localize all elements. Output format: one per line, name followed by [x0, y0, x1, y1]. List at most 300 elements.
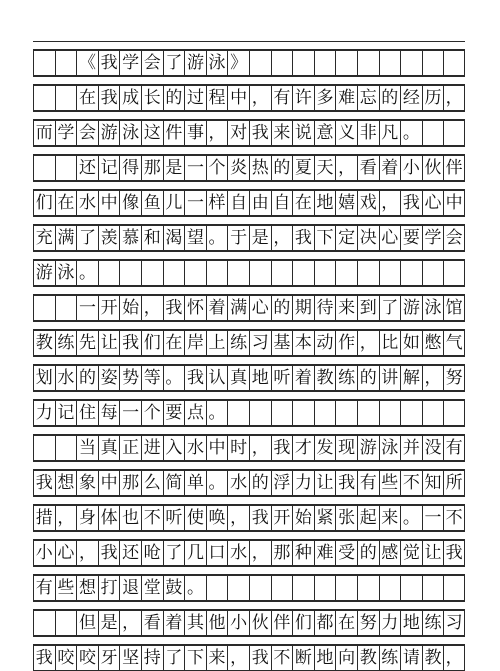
grid-cell: 让 [98, 331, 120, 355]
grid-cell [400, 576, 422, 600]
grid-cell [400, 261, 422, 285]
grid-cell: 想 [76, 576, 98, 600]
grid-cell: 们 [33, 191, 55, 215]
grid-cell: 比 [379, 331, 401, 355]
grid-cell: 力 [33, 401, 55, 425]
grid-cell: 来 [206, 646, 228, 670]
grid-cell: 。 [163, 366, 185, 390]
grid-cell [206, 576, 228, 600]
grid-cell: 们 [292, 611, 314, 635]
essay-text-row [33, 155, 465, 181]
grid-cell: 正 [119, 436, 141, 460]
grid-cell [379, 576, 401, 600]
grid-cell: 在 [335, 611, 357, 635]
grid-cell: 我 [184, 366, 206, 390]
grid-cell: 一 [184, 191, 206, 215]
grid-cell [422, 576, 444, 600]
grid-cell [55, 611, 77, 635]
grid-cell: 我 [33, 471, 55, 495]
grid-cell: 他 [206, 611, 228, 635]
grid-cell: 渴 [163, 226, 185, 250]
grid-cell: 一 [422, 506, 444, 530]
grid-cell: 泳 [379, 436, 401, 460]
grid-cell [271, 401, 293, 425]
grid-cell: 在 [163, 331, 185, 355]
grid-cell [314, 261, 336, 285]
gutter-strip [33, 181, 465, 190]
grid-cell [184, 261, 206, 285]
grid-cell: 呛 [141, 541, 163, 565]
grid-cell: 水 [184, 436, 206, 460]
grid-cell: 还 [76, 156, 98, 180]
grid-cell: 中 [227, 86, 249, 110]
grid-cell: 有 [271, 86, 293, 110]
grid-cell: 决 [357, 226, 379, 250]
gutter-strip [33, 391, 465, 400]
gutter-strip [33, 251, 465, 260]
grid-cell [119, 261, 141, 285]
grid-cell: 是 [249, 226, 271, 250]
grid-cell: 紧 [314, 506, 336, 530]
grid-cell [443, 261, 465, 285]
grid-cell: 体 [98, 506, 120, 530]
grid-cell: 伴 [271, 611, 293, 635]
grid-cell: 力 [379, 611, 401, 635]
grid-cell: 会 [443, 226, 465, 250]
grid-cell [33, 51, 55, 75]
grid-cell: 经 [400, 86, 422, 110]
grid-cell: 我 [443, 541, 465, 565]
grid-cell [55, 51, 77, 75]
grid-cell: 中 [443, 191, 465, 215]
grid-cell: 我 [249, 121, 271, 145]
grid-cell [33, 86, 55, 110]
grid-cell: 水 [76, 191, 98, 215]
grid-cell: 。 [400, 506, 422, 530]
grid-cell: ， [335, 156, 357, 180]
grid-cell: 了 [379, 296, 401, 320]
grid-cell [163, 261, 185, 285]
grid-cell: 一 [184, 156, 206, 180]
essay-text-row [33, 85, 465, 111]
grid-cell: 打 [98, 576, 120, 600]
grid-cell: 件 [163, 121, 185, 145]
grid-cell: 的 [357, 541, 379, 565]
grid-cell: 中 [98, 191, 120, 215]
gutter-strip [33, 146, 465, 155]
grid-cell: 几 [184, 541, 206, 565]
grid-cell [33, 296, 55, 320]
grid-cell [292, 261, 314, 285]
grid-cell: 心 [55, 541, 77, 565]
grid-cell: 要 [400, 226, 422, 250]
grid-cell: 待 [314, 296, 336, 320]
grid-cell: 是 [98, 611, 120, 635]
grid-cell: 程 [206, 86, 228, 110]
grid-cell: 地 [314, 646, 336, 670]
gutter-strip [33, 531, 465, 540]
grid-cell [314, 576, 336, 600]
grid-cell: 进 [141, 436, 163, 460]
grid-cell: 我 [271, 436, 293, 460]
grid-cell: 凡 [379, 121, 401, 145]
grid-cell: 基 [271, 331, 293, 355]
grid-cell: 我 [98, 86, 120, 110]
grid-cell [55, 436, 77, 460]
grid-cell [335, 401, 357, 425]
grid-cell: ， [249, 541, 271, 565]
grid-cell: 也 [119, 506, 141, 530]
grid-cell: 自 [271, 191, 293, 215]
grid-cell: 儿 [163, 191, 185, 215]
grid-cell: 每 [98, 401, 120, 425]
grid-cell [443, 576, 465, 600]
grid-cell: 的 [163, 86, 185, 110]
grid-cell: 自 [227, 191, 249, 215]
grid-cell: 当 [76, 436, 98, 460]
grid-cell: 让 [422, 541, 444, 565]
grid-cell: ， [206, 121, 228, 145]
grid-cell: 划 [33, 366, 55, 390]
grid-cell: 我 [249, 646, 271, 670]
grid-cell: 有 [357, 471, 379, 495]
grid-cell: 使 [184, 506, 206, 530]
grid-cell: 泳 [422, 296, 444, 320]
essay-text-row [33, 190, 465, 216]
grid-cell: ， [227, 506, 249, 530]
grid-cell: 下 [314, 226, 336, 250]
grid-cell: 伙 [249, 611, 271, 635]
grid-cell: 》 [227, 51, 249, 75]
gutter-strip [33, 426, 465, 435]
grid-cell: 和 [141, 226, 163, 250]
grid-cell: 不 [443, 506, 465, 530]
grid-cell: 鼓 [163, 576, 185, 600]
grid-cell [206, 261, 228, 285]
grid-cell: 如 [400, 331, 422, 355]
grid-cell: 而 [33, 121, 55, 145]
grid-cell: 于 [227, 226, 249, 250]
grid-cell: 会 [141, 51, 163, 75]
grid-cell: 中 [98, 471, 120, 495]
grid-cell [379, 261, 401, 285]
grid-cell [443, 51, 465, 75]
grid-cell [314, 51, 336, 75]
grid-cell [335, 576, 357, 600]
grid-cell: 势 [119, 366, 141, 390]
grid-cell: 教 [33, 331, 55, 355]
grid-cell: 了 [163, 646, 185, 670]
essay-text-row [33, 470, 465, 496]
grid-cell: 种 [292, 541, 314, 565]
grid-cell: ， [271, 226, 293, 250]
grid-cell: 看 [141, 611, 163, 635]
grid-cell [422, 261, 444, 285]
grid-cell [314, 401, 336, 425]
grid-cell: 练 [379, 646, 401, 670]
grid-cell: 我 [163, 296, 185, 320]
grid-cell: 了 [163, 51, 185, 75]
grid-cell: 先 [76, 331, 98, 355]
grid-cell: 时 [227, 436, 249, 460]
grid-cell: 受 [335, 541, 357, 565]
grid-cell: 并 [400, 436, 422, 460]
essay-text-row [33, 120, 465, 146]
gutter-strip [33, 496, 465, 505]
essay-text-row [33, 225, 465, 251]
grid-cell: 下 [184, 646, 206, 670]
grid-cell: 泳 [119, 121, 141, 145]
essay-grid-paper [33, 41, 465, 668]
grid-cell: 样 [206, 191, 228, 215]
grid-cell: 讲 [379, 366, 401, 390]
grid-cell: 起 [357, 506, 379, 530]
essay-text-row [33, 645, 465, 671]
gutter-strip [33, 216, 465, 225]
grid-cell: 向 [335, 646, 357, 670]
grid-cell: 地 [249, 366, 271, 390]
grid-cell: 得 [119, 156, 141, 180]
essay-text-row [33, 365, 465, 391]
grid-cell [292, 401, 314, 425]
grid-cell: 怀 [184, 296, 206, 320]
grid-cell: 单 [184, 471, 206, 495]
grid-cell: 那 [141, 156, 163, 180]
grid-cell: 。 [206, 401, 228, 425]
grid-cell: 教 [357, 646, 379, 670]
grid-cell: 的 [76, 366, 98, 390]
grid-cell: 对 [227, 121, 249, 145]
grid-cell: 些 [379, 471, 401, 495]
grid-cell: 堂 [141, 576, 163, 600]
grid-cell: 在 [292, 191, 314, 215]
grid-cell: 地 [400, 611, 422, 635]
grid-cell: 努 [357, 611, 379, 635]
grid-cell: 觉 [400, 541, 422, 565]
grid-cell: 等 [141, 366, 163, 390]
grid-cell [357, 576, 379, 600]
grid-cell: 但 [76, 611, 98, 635]
grid-cell: 感 [379, 541, 401, 565]
grid-cell: 地 [314, 191, 336, 215]
grid-cell [335, 51, 357, 75]
grid-cell: 断 [292, 646, 314, 670]
grid-cell: 那 [119, 471, 141, 495]
gutter-strip [33, 636, 465, 645]
grid-cell: 我 [119, 331, 141, 355]
grid-cell: 慕 [119, 226, 141, 250]
grid-cell: 期 [292, 296, 314, 320]
grid-cell: 一 [76, 296, 98, 320]
grid-cell: 努 [443, 366, 465, 390]
grid-cell: 才 [292, 436, 314, 460]
gutter-strip [33, 356, 465, 365]
grid-cell: 由 [249, 191, 271, 215]
grid-cell: 所 [443, 471, 465, 495]
grid-cell: 水 [55, 366, 77, 390]
grid-cell: 了 [76, 226, 98, 250]
grid-cell: 着 [292, 366, 314, 390]
grid-cell: 持 [141, 646, 163, 670]
grid-cell [422, 121, 444, 145]
grid-cell [55, 296, 77, 320]
grid-cell: 定 [335, 226, 357, 250]
grid-cell: 习 [249, 331, 271, 355]
essay-text-row [33, 295, 465, 321]
grid-cell: 真 [227, 366, 249, 390]
grid-cell: 请 [400, 646, 422, 670]
grid-cell: 许 [292, 86, 314, 110]
gutter-strip [33, 41, 465, 50]
grid-cell: 象 [76, 471, 98, 495]
grid-cell: 不 [141, 506, 163, 530]
grid-cell: 教 [314, 366, 336, 390]
grid-cell: 在 [55, 191, 77, 215]
grid-cell: ， [357, 331, 379, 355]
grid-cell: ， [227, 646, 249, 670]
grid-cell [335, 261, 357, 285]
grid-cell [98, 261, 120, 285]
grid-cell: 还 [119, 541, 141, 565]
grid-cell: ， [141, 296, 163, 320]
grid-cell: ， [443, 86, 465, 110]
grid-cell: ， [443, 646, 465, 670]
grid-cell: 知 [422, 471, 444, 495]
grid-cell: 发 [314, 436, 336, 460]
grid-cell: 望 [184, 226, 206, 250]
grid-cell: 。 [206, 471, 228, 495]
grid-cell: 着 [379, 156, 401, 180]
gutter-strip [33, 601, 465, 610]
grid-cell [443, 121, 465, 145]
grid-cell: 难 [335, 86, 357, 110]
grid-cell: 了 [163, 541, 185, 565]
grid-cell: 我 [335, 471, 357, 495]
grid-cell: 么 [141, 471, 163, 495]
grid-cell: 动 [314, 331, 336, 355]
grid-cell [249, 51, 271, 75]
grid-cell: 夏 [292, 156, 314, 180]
grid-cell: 这 [141, 121, 163, 145]
grid-cell [379, 401, 401, 425]
grid-cell: 。 [400, 121, 422, 145]
grid-cell: 泳 [55, 261, 77, 285]
grid-cell: 是 [163, 156, 185, 180]
gutter-strip [33, 111, 465, 120]
grid-cell: 憋 [422, 331, 444, 355]
grid-cell [271, 261, 293, 285]
grid-cell [400, 51, 422, 75]
grid-cell: 简 [163, 471, 185, 495]
grid-cell: 唤 [206, 506, 228, 530]
grid-cell: 来 [379, 506, 401, 530]
grid-cell [33, 611, 55, 635]
grid-cell: 羡 [98, 226, 120, 250]
grid-cell: 天 [314, 156, 336, 180]
grid-cell: 住 [76, 401, 98, 425]
grid-cell: 意 [314, 121, 336, 145]
grid-cell [292, 576, 314, 600]
grid-cell: 嬉 [335, 191, 357, 215]
grid-cell: 坚 [119, 646, 141, 670]
grid-cell: 中 [206, 436, 228, 460]
grid-cell: 我 [98, 51, 120, 75]
grid-cell: 的 [379, 86, 401, 110]
grid-cell: 水 [227, 541, 249, 565]
grid-cell: 咬 [55, 646, 77, 670]
grid-cell: 像 [119, 191, 141, 215]
grid-cell [400, 401, 422, 425]
grid-cell: 不 [400, 471, 422, 495]
grid-cell: 多 [314, 86, 336, 110]
grid-cell: 真 [98, 436, 120, 460]
grid-cell [249, 401, 271, 425]
grid-cell: 。 [184, 576, 206, 600]
grid-cell: 游 [98, 121, 120, 145]
grid-cell [249, 576, 271, 600]
grid-cell: 浮 [271, 471, 293, 495]
grid-cell: 练 [335, 366, 357, 390]
grid-cell: 戏 [357, 191, 379, 215]
grid-cell: 我 [33, 646, 55, 670]
grid-cell: 充 [33, 226, 55, 250]
grid-cell: 力 [292, 471, 314, 495]
grid-cell: 一 [119, 401, 141, 425]
grid-cell [55, 156, 77, 180]
grid-cell: 始 [119, 296, 141, 320]
grid-cell: 始 [292, 506, 314, 530]
grid-cell: 认 [206, 366, 228, 390]
grid-cell: 现 [335, 436, 357, 460]
grid-cell: 我 [292, 226, 314, 250]
grid-cell [443, 401, 465, 425]
grid-cell: 习 [443, 611, 465, 635]
grid-cell [249, 261, 271, 285]
grid-cell: 开 [98, 296, 120, 320]
grid-cell: 张 [335, 506, 357, 530]
grid-cell: 忘 [357, 86, 379, 110]
grid-cell: ， [76, 541, 98, 565]
grid-cell: 来 [335, 296, 357, 320]
grid-cell: 热 [249, 156, 271, 180]
grid-cell: 我 [98, 541, 120, 565]
grid-cell: 心 [379, 226, 401, 250]
grid-cell: 在 [76, 86, 98, 110]
grid-cell: 满 [227, 296, 249, 320]
grid-cell [357, 51, 379, 75]
grid-cell: 都 [314, 611, 336, 635]
grid-cell: 历 [422, 86, 444, 110]
grid-cell [55, 86, 77, 110]
grid-cell: 牙 [98, 646, 120, 670]
grid-cell: 过 [184, 86, 206, 110]
grid-cell [357, 401, 379, 425]
grid-cell: 练 [227, 331, 249, 355]
grid-cell: 上 [206, 331, 228, 355]
grid-cell: 要 [163, 401, 185, 425]
grid-cell: 鱼 [141, 191, 163, 215]
grid-cell [271, 576, 293, 600]
grid-cell [227, 261, 249, 285]
grid-cell: 其 [184, 611, 206, 635]
grid-cell: 泳 [206, 51, 228, 75]
grid-cell: 有 [33, 576, 55, 600]
grid-cell: 满 [55, 226, 77, 250]
grid-cell [227, 576, 249, 600]
grid-cell: 事 [184, 121, 206, 145]
grid-cell: 非 [357, 121, 379, 145]
grid-cell: 的 [249, 471, 271, 495]
